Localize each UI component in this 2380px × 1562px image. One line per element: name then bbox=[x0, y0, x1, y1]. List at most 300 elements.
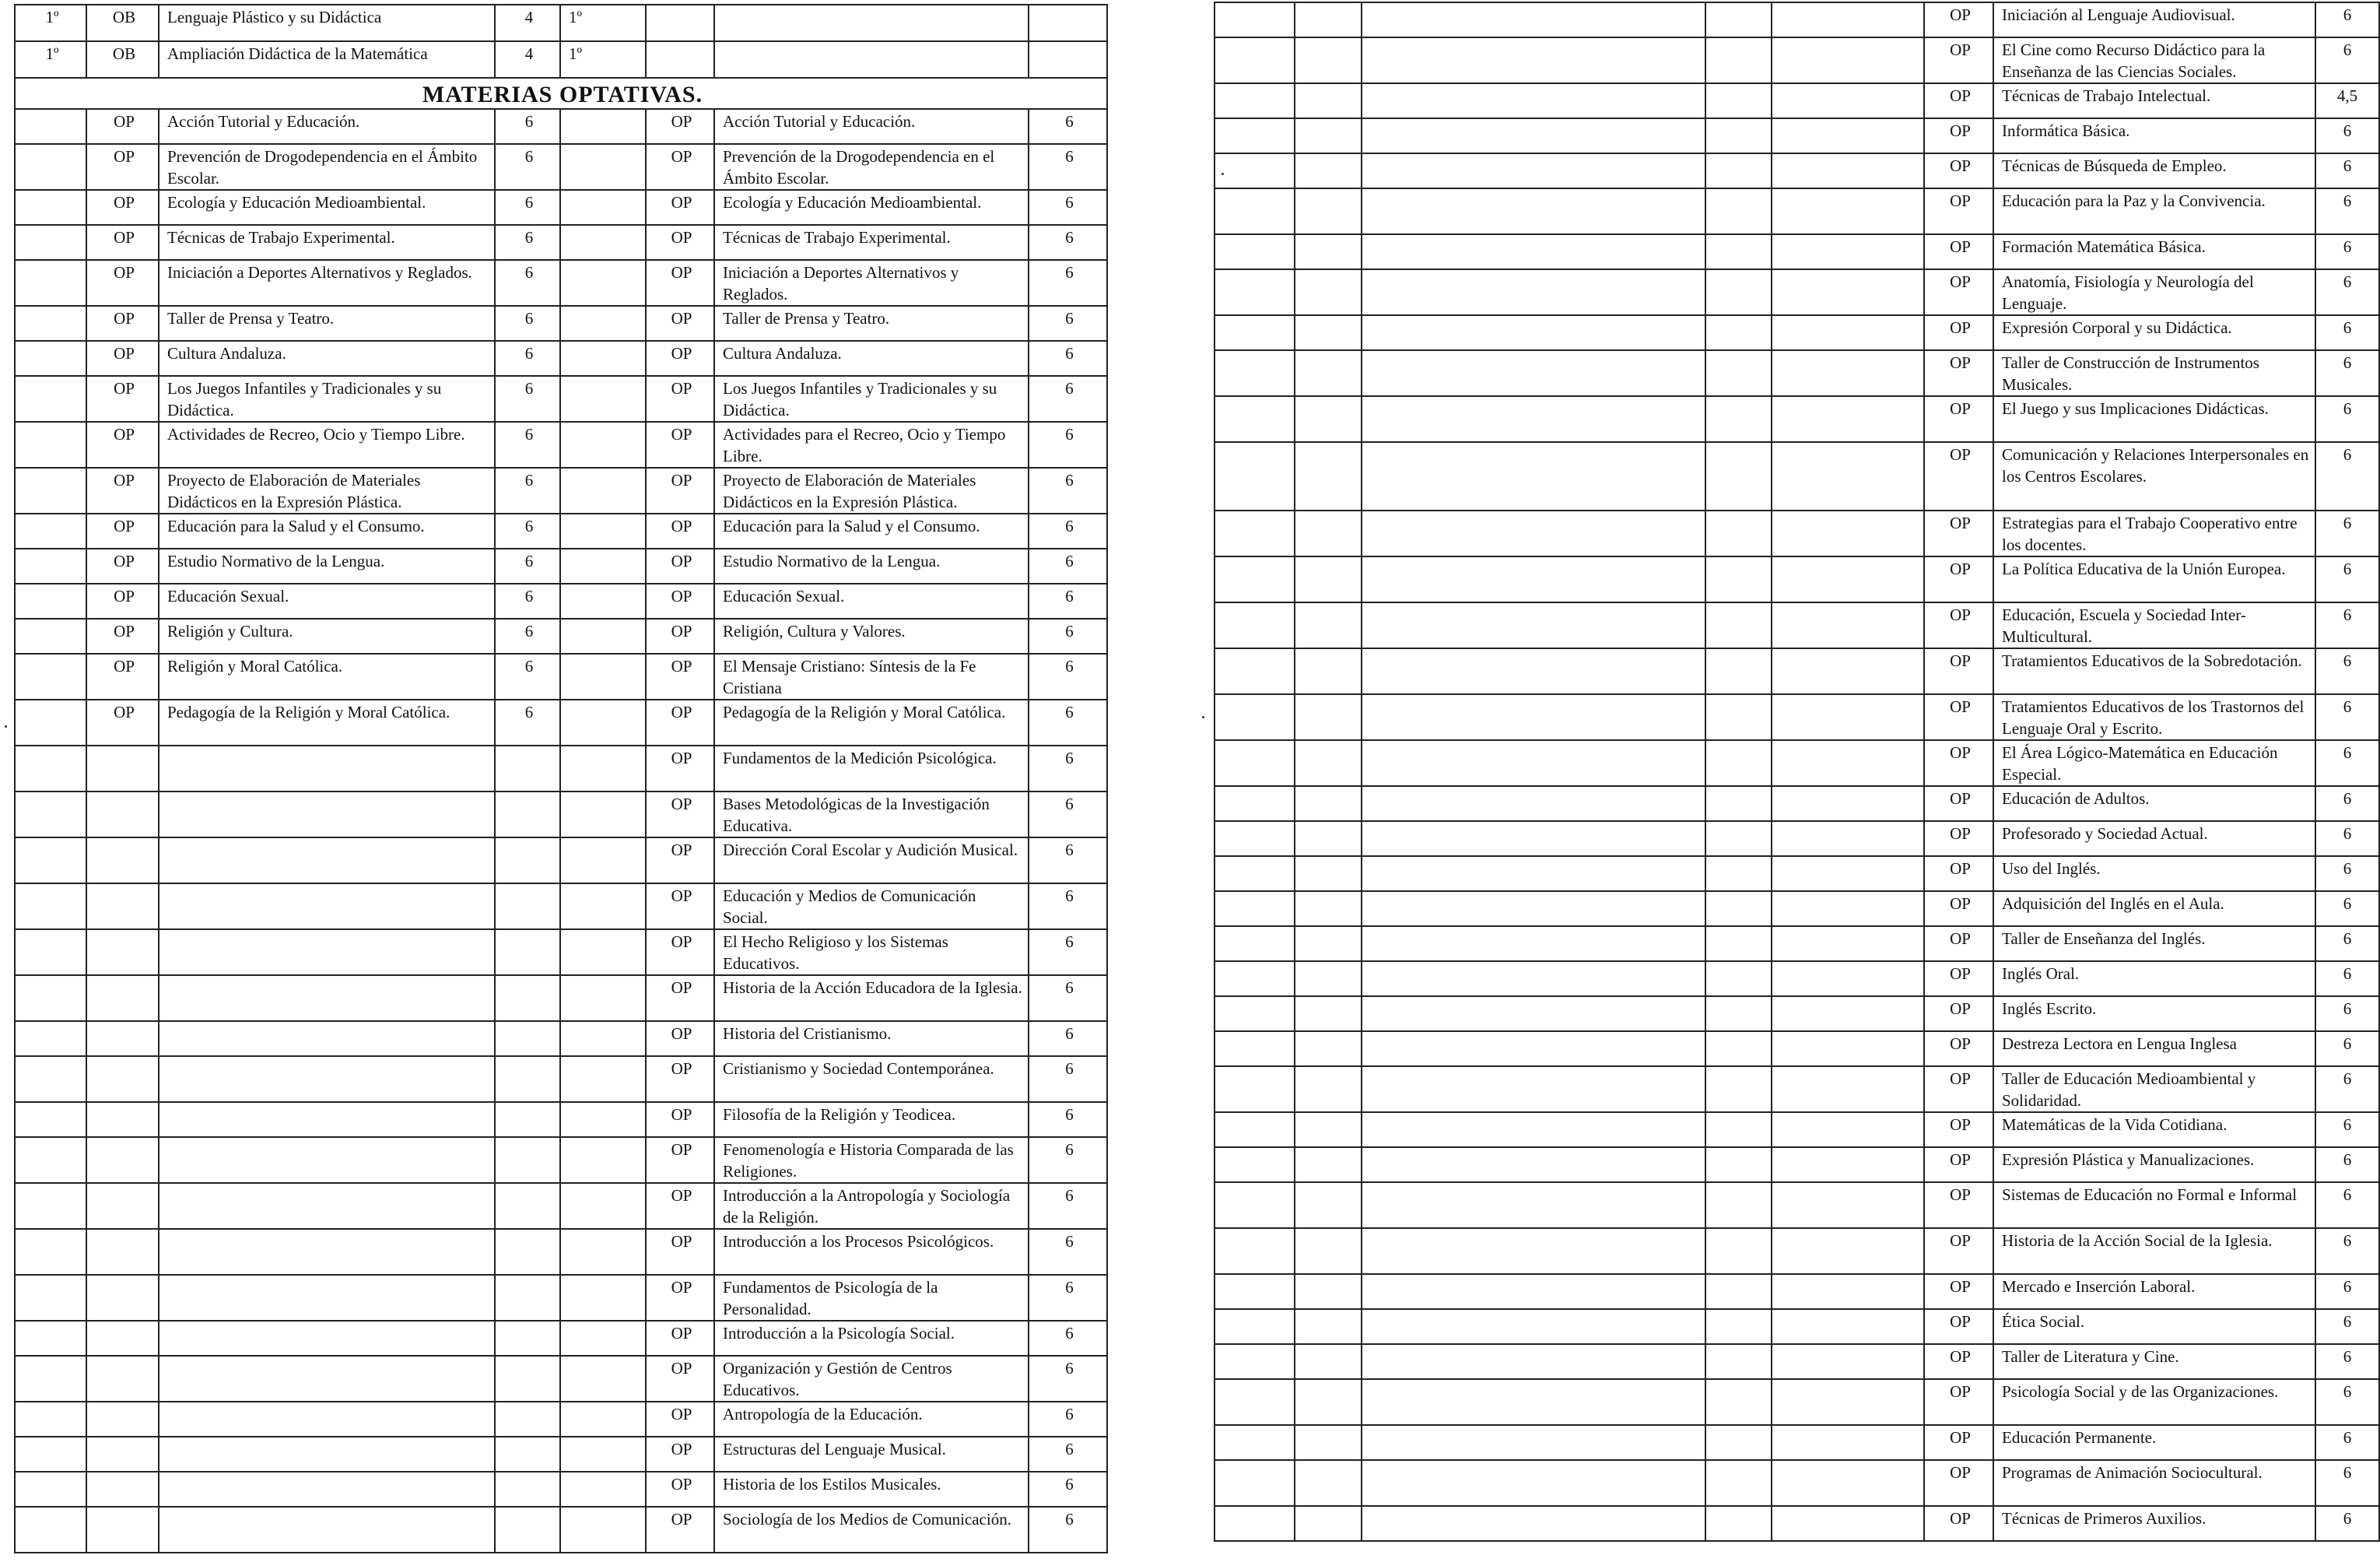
creditos-cell: 4 bbox=[495, 41, 560, 78]
empty-cell bbox=[1295, 996, 1362, 1031]
creditos-cell: 6 bbox=[1029, 1472, 1107, 1507]
empty-cell bbox=[1772, 1506, 1924, 1541]
tipo-cell: OP bbox=[1924, 1228, 1993, 1274]
materia-cell: Técnicas de Trabajo Experimental. bbox=[714, 225, 1029, 260]
tipo-cell bbox=[86, 1402, 159, 1437]
empty-cell bbox=[1772, 118, 1924, 153]
materia-cell: Actividades para el Recreo, Ocio y Tiempo Libre. bbox=[714, 422, 1029, 468]
empty-cell bbox=[1295, 396, 1362, 442]
creditos-cell bbox=[495, 1402, 560, 1437]
optativa-row bbox=[15, 225, 1107, 260]
empty-cell bbox=[1215, 1147, 1295, 1182]
tipo-cell: OP bbox=[86, 619, 159, 654]
optativa-row bbox=[15, 1137, 1107, 1183]
empty-cell bbox=[560, 341, 646, 376]
empty-cell bbox=[1215, 269, 1295, 315]
optativa-row bbox=[15, 792, 1107, 837]
empty-cell bbox=[1705, 821, 1772, 856]
empty-cell bbox=[1215, 1274, 1295, 1309]
creditos-cell: 6 bbox=[1029, 1102, 1107, 1137]
empty-cell bbox=[1772, 740, 1924, 786]
empty-cell bbox=[1215, 1506, 1295, 1541]
empty-cell bbox=[1295, 1379, 1362, 1425]
empty-cell bbox=[560, 376, 646, 422]
optativa-row bbox=[1215, 1344, 2379, 1379]
materia-cell: Filosofía de la Religión y Teodicea. bbox=[714, 1102, 1029, 1137]
materia-cell: Introducción a la Antropología y Sociología de la Religión. bbox=[714, 1183, 1029, 1229]
creditos-cell: 6 bbox=[2315, 442, 2379, 511]
empty-cell bbox=[1772, 1182, 1924, 1228]
empty-cell bbox=[1705, 1460, 1772, 1506]
optativa-row bbox=[1215, 1274, 2379, 1309]
materia-cell: Técnicas de Trabajo Intelectual. bbox=[1993, 83, 2315, 118]
empty-cell bbox=[1295, 856, 1362, 891]
empty-cell bbox=[560, 1356, 646, 1402]
creditos-cell: 6 bbox=[495, 468, 560, 514]
tipo-cell: OP bbox=[646, 1275, 714, 1321]
creditos-cell: 6 bbox=[1029, 1356, 1107, 1402]
tipo-cell: OP bbox=[646, 1102, 714, 1137]
creditos-cell: 6 bbox=[1029, 584, 1107, 619]
tipo-cell: OP bbox=[86, 109, 159, 144]
optativa-row bbox=[15, 422, 1107, 468]
empty-cell bbox=[1362, 996, 1705, 1031]
empty-cell bbox=[1362, 821, 1705, 856]
creditos-cell: 6 bbox=[2315, 1379, 2379, 1425]
tipo-cell: OP bbox=[646, 514, 714, 549]
tipo-cell: OP bbox=[646, 306, 714, 341]
creditos-cell: 6 bbox=[1029, 306, 1107, 341]
tipo-cell bbox=[86, 746, 159, 792]
optativa-row bbox=[15, 1507, 1107, 1553]
empty-cell bbox=[1215, 1344, 1295, 1379]
empty-cell bbox=[1215, 315, 1295, 350]
empty-cell bbox=[1295, 118, 1362, 153]
empty-cell bbox=[1295, 740, 1362, 786]
creditos-cell: 6 bbox=[2315, 269, 2379, 315]
empty-cell bbox=[1362, 442, 1705, 511]
creditos-cell bbox=[495, 1021, 560, 1056]
optativa-row bbox=[15, 1472, 1107, 1507]
empty-cell bbox=[1295, 350, 1362, 396]
optativa-row bbox=[1215, 926, 2379, 961]
materia-cell: Acción Tutorial y Educación. bbox=[714, 109, 1029, 144]
creditos-cell: 6 bbox=[2315, 1182, 2379, 1228]
optativa-row bbox=[1215, 442, 2379, 511]
empty-cell bbox=[1705, 269, 1772, 315]
optativa-row bbox=[1215, 315, 2379, 350]
materia-cell: Profesorado y Sociedad Actual. bbox=[1993, 821, 2315, 856]
empty-cell bbox=[15, 1021, 86, 1056]
materia-cell: Actividades de Recreo, Ocio y Tiempo Libre. bbox=[159, 422, 495, 468]
creditos-cell: 6 bbox=[495, 144, 560, 190]
empty-cell bbox=[1705, 188, 1772, 234]
tipo-cell bbox=[86, 1275, 159, 1321]
materia-cell: Programas de Animación Sociocultural. bbox=[1993, 1460, 2315, 1506]
creditos-cell: 6 bbox=[495, 260, 560, 306]
empty-cell bbox=[15, 654, 86, 700]
optativa-row bbox=[15, 883, 1107, 929]
empty-cell bbox=[1705, 926, 1772, 961]
empty-cell bbox=[15, 225, 86, 260]
tipo-cell bbox=[86, 975, 159, 1021]
ob-row bbox=[15, 41, 1107, 78]
creditos-cell: 6 bbox=[495, 109, 560, 144]
creditos-cell: 6 bbox=[2315, 1147, 2379, 1182]
creditos-cell bbox=[495, 746, 560, 792]
empty-cell bbox=[15, 929, 86, 975]
optativa-row bbox=[1215, 1506, 2379, 1541]
empty-cell bbox=[15, 190, 86, 225]
tipo-cell: OP bbox=[86, 341, 159, 376]
empty-cell bbox=[1772, 1379, 1924, 1425]
empty-cell bbox=[1215, 1309, 1295, 1344]
left-page-table bbox=[14, 4, 1108, 1553]
materia-cell: Iniciación a Deportes Alternativos y Reglados. bbox=[714, 260, 1029, 306]
creditos-cell: 6 bbox=[2315, 37, 2379, 83]
empty-cell bbox=[15, 1183, 86, 1229]
empty-cell bbox=[1772, 961, 1924, 996]
empty-cell bbox=[1705, 694, 1772, 740]
materia-cell: Educación de Adultos. bbox=[1993, 786, 2315, 821]
empty-cell bbox=[1215, 1182, 1295, 1228]
tipo-cell: OP bbox=[646, 1356, 714, 1402]
empty-cell bbox=[1295, 1460, 1362, 1506]
materia-cell: Proyecto de Elaboración de Materiales Didácticos en la Expresión Plástica. bbox=[714, 468, 1029, 514]
tipo-cell: OP bbox=[1924, 1112, 1993, 1147]
tipo-cell: OP bbox=[1924, 83, 1993, 118]
empty-cell bbox=[1295, 648, 1362, 694]
scan-speck bbox=[5, 725, 7, 728]
empty-cell bbox=[1705, 740, 1772, 786]
optativa-row bbox=[15, 654, 1107, 700]
empty-cell bbox=[560, 514, 646, 549]
empty-cell bbox=[646, 41, 714, 78]
materia-cell: Taller de Prensa y Teatro. bbox=[159, 306, 495, 341]
empty-cell bbox=[1362, 602, 1705, 648]
empty-cell bbox=[1215, 1066, 1295, 1112]
materia-cell: Educación Sexual. bbox=[714, 584, 1029, 619]
tipo-cell: OP bbox=[1924, 396, 1993, 442]
curso-cell: 1º bbox=[560, 41, 646, 78]
materia-cell: Historia del Cristianismo. bbox=[714, 1021, 1029, 1056]
tipo-cell: OP bbox=[1924, 740, 1993, 786]
creditos-cell: 6 bbox=[495, 190, 560, 225]
tipo-cell: OP bbox=[86, 422, 159, 468]
optativa-row bbox=[15, 837, 1107, 883]
materia-cell: Antropología de la Educación. bbox=[714, 1402, 1029, 1437]
tipo-cell: OP bbox=[1924, 442, 1993, 511]
creditos-cell: 6 bbox=[1029, 468, 1107, 514]
empty-cell bbox=[560, 837, 646, 883]
empty-cell bbox=[1362, 694, 1705, 740]
creditos-cell: 6 bbox=[1029, 1183, 1107, 1229]
tipo-cell: OP bbox=[646, 1402, 714, 1437]
creditos-cell bbox=[495, 1229, 560, 1275]
empty-cell bbox=[1362, 188, 1705, 234]
creditos-cell: 6 bbox=[2315, 602, 2379, 648]
optativa-row bbox=[1215, 118, 2379, 153]
empty-cell bbox=[1295, 694, 1362, 740]
optativa-row bbox=[1215, 1460, 2379, 1506]
empty-cell bbox=[1362, 234, 1705, 269]
tipo-cell: OP bbox=[646, 619, 714, 654]
empty-cell bbox=[560, 306, 646, 341]
empty-cell bbox=[1705, 153, 1772, 188]
tipo-cell bbox=[86, 1472, 159, 1507]
materia-cell bbox=[159, 1102, 495, 1137]
materia-cell: Fenomenología e Historia Comparada de las Religiones. bbox=[714, 1137, 1029, 1183]
optativa-row bbox=[15, 584, 1107, 619]
creditos-cell: 6 bbox=[1029, 376, 1107, 422]
materia-cell bbox=[159, 1437, 495, 1472]
materia-cell: Inglés Oral. bbox=[1993, 961, 2315, 996]
empty-cell bbox=[1362, 648, 1705, 694]
tipo-cell: OP bbox=[1924, 1425, 1993, 1460]
empty-cell bbox=[560, 1275, 646, 1321]
empty-cell bbox=[1772, 1309, 1924, 1344]
tipo-cell: OP bbox=[86, 584, 159, 619]
creditos-cell: 6 bbox=[2315, 118, 2379, 153]
empty-cell bbox=[1362, 153, 1705, 188]
empty-cell bbox=[15, 109, 86, 144]
creditos-cell: 6 bbox=[1029, 514, 1107, 549]
empty-cell bbox=[560, 1183, 646, 1229]
empty-cell bbox=[560, 225, 646, 260]
tipo-cell: OP bbox=[1924, 1309, 1993, 1344]
creditos-cell: 6 bbox=[1029, 1402, 1107, 1437]
empty-cell bbox=[1295, 83, 1362, 118]
tipo-cell bbox=[86, 1102, 159, 1137]
empty-cell bbox=[1215, 996, 1295, 1031]
materia-cell: Uso del Inglés. bbox=[1993, 856, 2315, 891]
materia-cell: Tratamientos Educativos de los Trastornos del Lenguaje Oral y Escrito. bbox=[1993, 694, 2315, 740]
materia-cell: Ecología y Educación Medioambiental. bbox=[714, 190, 1029, 225]
creditos-cell: 6 bbox=[1029, 549, 1107, 584]
tipo-cell: OP bbox=[1924, 1506, 1993, 1541]
empty-cell bbox=[1215, 396, 1295, 442]
optativa-row bbox=[1215, 996, 2379, 1031]
materia-cell: Adquisición del Inglés en el Aula. bbox=[1993, 891, 2315, 926]
empty-cell bbox=[1215, 83, 1295, 118]
tipo-cell: OP bbox=[1924, 821, 1993, 856]
tipo-cell: OP bbox=[1924, 269, 1993, 315]
empty-cell bbox=[1362, 926, 1705, 961]
empty-cell bbox=[560, 584, 646, 619]
materia-cell: Ética Social. bbox=[1993, 1309, 2315, 1344]
creditos-cell: 6 bbox=[495, 341, 560, 376]
creditos-cell: 6 bbox=[2315, 2, 2379, 37]
empty-cell bbox=[1295, 961, 1362, 996]
materia-cell: Técnicas de Primeros Auxilios. bbox=[1993, 1506, 2315, 1541]
tipo-cell bbox=[86, 1507, 159, 1553]
tipo-cell: OP bbox=[86, 376, 159, 422]
empty-cell bbox=[1295, 188, 1362, 234]
empty-cell bbox=[1295, 1344, 1362, 1379]
tipo-cell: OP bbox=[1924, 2, 1993, 37]
empty-cell bbox=[1295, 1112, 1362, 1147]
materia-cell: Educación para la Paz y la Convivencia. bbox=[1993, 188, 2315, 234]
empty-cell bbox=[1772, 786, 1924, 821]
empty-cell bbox=[560, 144, 646, 190]
empty-cell bbox=[1772, 694, 1924, 740]
creditos-cell: 6 bbox=[1029, 190, 1107, 225]
optativa-row bbox=[15, 929, 1107, 975]
empty-cell bbox=[560, 792, 646, 837]
creditos-cell: 6 bbox=[495, 654, 560, 700]
creditos-cell: 6 bbox=[1029, 144, 1107, 190]
empty-cell bbox=[1295, 602, 1362, 648]
empty-cell bbox=[560, 654, 646, 700]
tipo-cell: OP bbox=[646, 1183, 714, 1229]
tipo-cell: OB bbox=[86, 41, 159, 78]
tipo-cell: OP bbox=[1924, 961, 1993, 996]
scan-speck bbox=[1202, 716, 1204, 718]
empty-cell bbox=[1772, 83, 1924, 118]
empty-cell bbox=[1772, 602, 1924, 648]
creditos-cell bbox=[495, 1102, 560, 1137]
creditos-cell: 6 bbox=[1029, 929, 1107, 975]
empty-cell bbox=[1295, 1066, 1362, 1112]
materia-cell bbox=[159, 1356, 495, 1402]
empty-cell bbox=[1362, 856, 1705, 891]
empty-cell bbox=[1362, 396, 1705, 442]
empty-cell bbox=[1362, 740, 1705, 786]
tipo-cell: OP bbox=[1924, 118, 1993, 153]
materia-cell: El Hecho Religioso y los Sistemas Educativos. bbox=[714, 929, 1029, 975]
tipo-cell: OP bbox=[86, 225, 159, 260]
creditos-cell: 6 bbox=[1029, 422, 1107, 468]
creditos-cell bbox=[495, 1472, 560, 1507]
empty-cell bbox=[1362, 786, 1705, 821]
optativa-row bbox=[1215, 153, 2379, 188]
empty-cell bbox=[560, 1472, 646, 1507]
tipo-cell: OP bbox=[646, 1437, 714, 1472]
materia-cell: Pedagogía de la Religión y Moral Católica. bbox=[714, 700, 1029, 746]
empty-cell bbox=[1362, 1031, 1705, 1066]
creditos-cell: 6 bbox=[495, 376, 560, 422]
empty-cell bbox=[1295, 442, 1362, 511]
creditos-cell: 6 bbox=[2315, 821, 2379, 856]
tipo-cell: OP bbox=[646, 341, 714, 376]
empty-cell bbox=[1705, 556, 1772, 602]
empty-cell bbox=[1362, 269, 1705, 315]
empty-cell bbox=[1772, 1344, 1924, 1379]
tipo-cell: OP bbox=[86, 654, 159, 700]
empty-cell bbox=[1705, 856, 1772, 891]
optativa-row bbox=[15, 1437, 1107, 1472]
materia-cell: Fundamentos de Psicología de la Personalidad. bbox=[714, 1275, 1029, 1321]
empty-cell bbox=[1772, 1066, 1924, 1112]
materia-cell: Iniciación al Lenguaje Audiovisual. bbox=[1993, 2, 2315, 37]
tipo-cell: OP bbox=[1924, 602, 1993, 648]
creditos-cell: 6 bbox=[2315, 556, 2379, 602]
empty-cell bbox=[15, 883, 86, 929]
empty-cell bbox=[15, 306, 86, 341]
materia-cell: Organización y Gestión de Centros Educativos. bbox=[714, 1356, 1029, 1402]
tipo-cell: OP bbox=[646, 1021, 714, 1056]
curso-cell: 1º bbox=[15, 5, 86, 41]
optativa-row bbox=[1215, 1182, 2379, 1228]
creditos-cell: 6 bbox=[2315, 1031, 2379, 1066]
creditos-cell: 6 bbox=[2315, 1274, 2379, 1309]
tipo-cell: OP bbox=[1924, 153, 1993, 188]
empty-cell bbox=[1295, 315, 1362, 350]
empty-cell bbox=[1772, 648, 1924, 694]
optativa-row bbox=[1215, 786, 2379, 821]
creditos-cell: 6 bbox=[1029, 654, 1107, 700]
creditos-cell: 6 bbox=[495, 306, 560, 341]
empty-cell bbox=[560, 549, 646, 584]
empty-cell bbox=[1772, 350, 1924, 396]
materia-cell: Cristianismo y Sociedad Contemporánea. bbox=[714, 1056, 1029, 1102]
creditos-cell: 6 bbox=[1029, 1021, 1107, 1056]
empty-cell bbox=[1215, 556, 1295, 602]
empty-cell bbox=[1705, 1344, 1772, 1379]
empty-cell bbox=[1705, 1228, 1772, 1274]
creditos-cell: 6 bbox=[1029, 341, 1107, 376]
tipo-cell: OP bbox=[1924, 891, 1993, 926]
creditos-cell: 6 bbox=[1029, 1229, 1107, 1275]
empty-cell bbox=[1705, 37, 1772, 83]
tipo-cell: OP bbox=[86, 549, 159, 584]
empty-cell bbox=[1215, 1460, 1295, 1506]
tipo-cell: OP bbox=[1924, 1344, 1993, 1379]
empty-cell bbox=[1215, 2, 1295, 37]
creditos-cell: 6 bbox=[1029, 700, 1107, 746]
materia-cell bbox=[159, 1507, 495, 1553]
empty-cell bbox=[15, 1437, 86, 1472]
tipo-cell: OP bbox=[1924, 315, 1993, 350]
empty-cell bbox=[714, 41, 1029, 78]
optativa-row bbox=[1215, 740, 2379, 786]
empty-cell bbox=[1362, 1460, 1705, 1506]
empty-cell bbox=[1215, 1031, 1295, 1066]
empty-cell bbox=[1362, 118, 1705, 153]
empty-cell bbox=[1295, 1147, 1362, 1182]
empty-cell bbox=[1772, 821, 1924, 856]
empty-cell bbox=[1772, 1274, 1924, 1309]
empty-cell bbox=[15, 1356, 86, 1402]
empty-cell bbox=[1772, 1460, 1924, 1506]
tipo-cell: OP bbox=[646, 837, 714, 883]
materia-cell bbox=[159, 792, 495, 837]
tipo-cell: OP bbox=[646, 376, 714, 422]
optativa-row bbox=[15, 1183, 1107, 1229]
tipo-cell: OP bbox=[86, 514, 159, 549]
empty-cell bbox=[1215, 188, 1295, 234]
empty-cell bbox=[1772, 926, 1924, 961]
tipo-cell: OP bbox=[646, 109, 714, 144]
empty-cell bbox=[1215, 153, 1295, 188]
optativa-row bbox=[1215, 188, 2379, 234]
empty-cell bbox=[1295, 786, 1362, 821]
empty-cell bbox=[1362, 83, 1705, 118]
empty-cell bbox=[1215, 511, 1295, 556]
materia-cell: Dirección Coral Escolar y Audición Musical. bbox=[714, 837, 1029, 883]
empty-cell bbox=[1215, 1112, 1295, 1147]
empty-cell bbox=[1295, 234, 1362, 269]
tipo-cell: OP bbox=[86, 306, 159, 341]
creditos-cell: 6 bbox=[2315, 1344, 2379, 1379]
tipo-cell: OP bbox=[1924, 648, 1993, 694]
creditos-cell bbox=[495, 792, 560, 837]
materia-cell: Proyecto de Elaboración de Materiales Didácticos en la Expresión Plástica. bbox=[159, 468, 495, 514]
materia-cell bbox=[159, 929, 495, 975]
materia-cell: Cultura Andaluza. bbox=[159, 341, 495, 376]
empty-cell bbox=[1029, 5, 1107, 41]
empty-cell bbox=[15, 514, 86, 549]
